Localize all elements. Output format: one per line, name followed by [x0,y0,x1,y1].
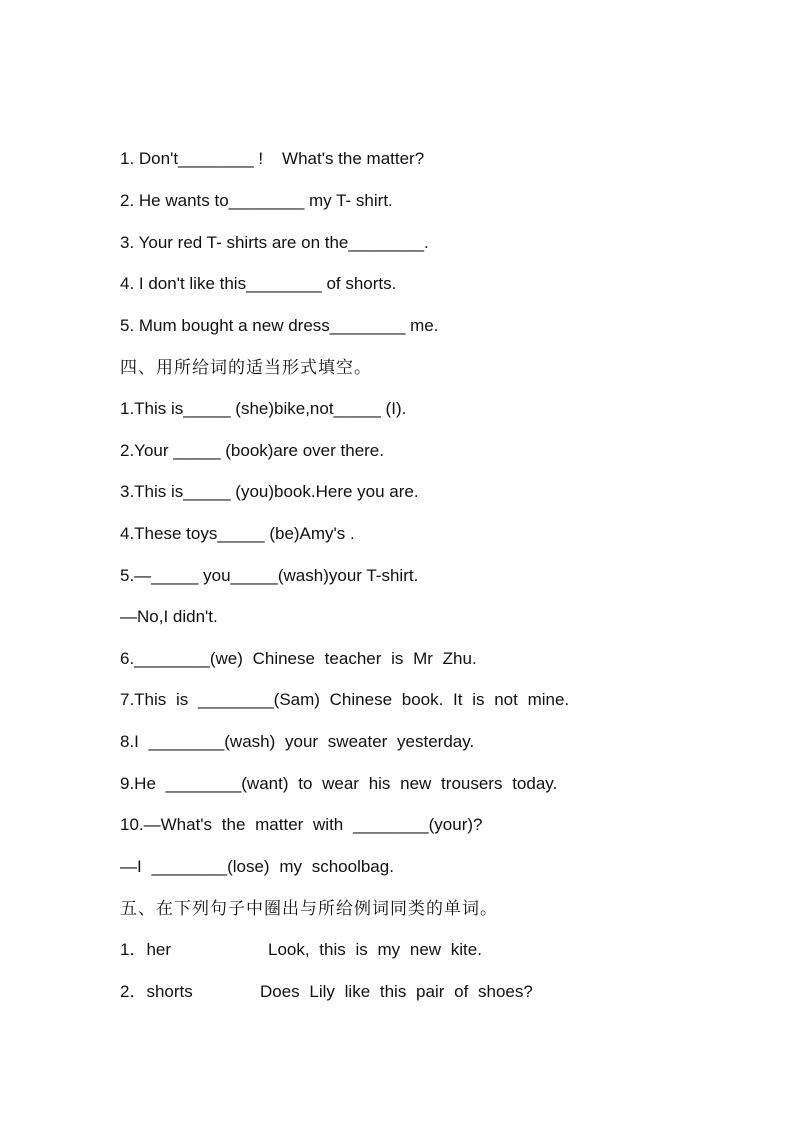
sec4-item-4: 4.These toys_____ (be)Amy's . [120,524,355,543]
sec5-item-1-sentence: Look, this is my new kite. [268,940,482,959]
sec4-item-9: 9.He ________(want) to wear his new trousers today. [120,774,558,793]
section-4-heading: 四、用所给词的适当形式填空。 [120,358,372,378]
sec4-item-8: 8.I ________(wash) your sweater yesterday. [120,732,475,751]
sec3-item-1: 1. Don't________ ! What's the matter? [120,149,425,168]
section-5-heading: 五、在下列句子中圈出与所给例词同类的单词。 [120,899,498,919]
sec3-item-3: 3. Your red T- shirts are on the________. [120,233,429,252]
sec3-item-5: 5. Mum bought a new dress________ me. [120,316,439,335]
sec5-item-2-word: 2．shorts [120,982,193,1001]
sec4-item-6: 6.________(we) Chinese teacher is Mr Zhu. [120,649,477,668]
sec4-item-7: 7.This is ________(Sam) Chinese book. It is not mine. [120,690,570,709]
sec5-item-1-word: 1．her [120,940,172,959]
sec3-item-2: 2. He wants to________ my T- shirt. [120,191,393,210]
sec4-item-3: 3.This is_____ (you)book.Here you are. [120,482,419,501]
sec4-item-10: 10.—What's the matter with ________(your)? [120,815,483,834]
sec4-item-10-answer: —I ________(lose) my schoolbag. [120,857,394,876]
sec4-item-5: 5.—_____ you_____(wash)your T-shirt. [120,566,419,585]
sec3-item-4: 4. I don't like this________ of shorts. [120,274,397,293]
sec4-item-2: 2.Your _____ (book)are over there. [120,441,384,460]
sec4-item-5-answer: —No,I didn't. [120,607,218,626]
sec4-item-1: 1.This is_____ (she)bike,not_____ (I). [120,399,407,418]
sec5-item-2-sentence: Does Lily like this pair of shoes? [260,982,533,1001]
